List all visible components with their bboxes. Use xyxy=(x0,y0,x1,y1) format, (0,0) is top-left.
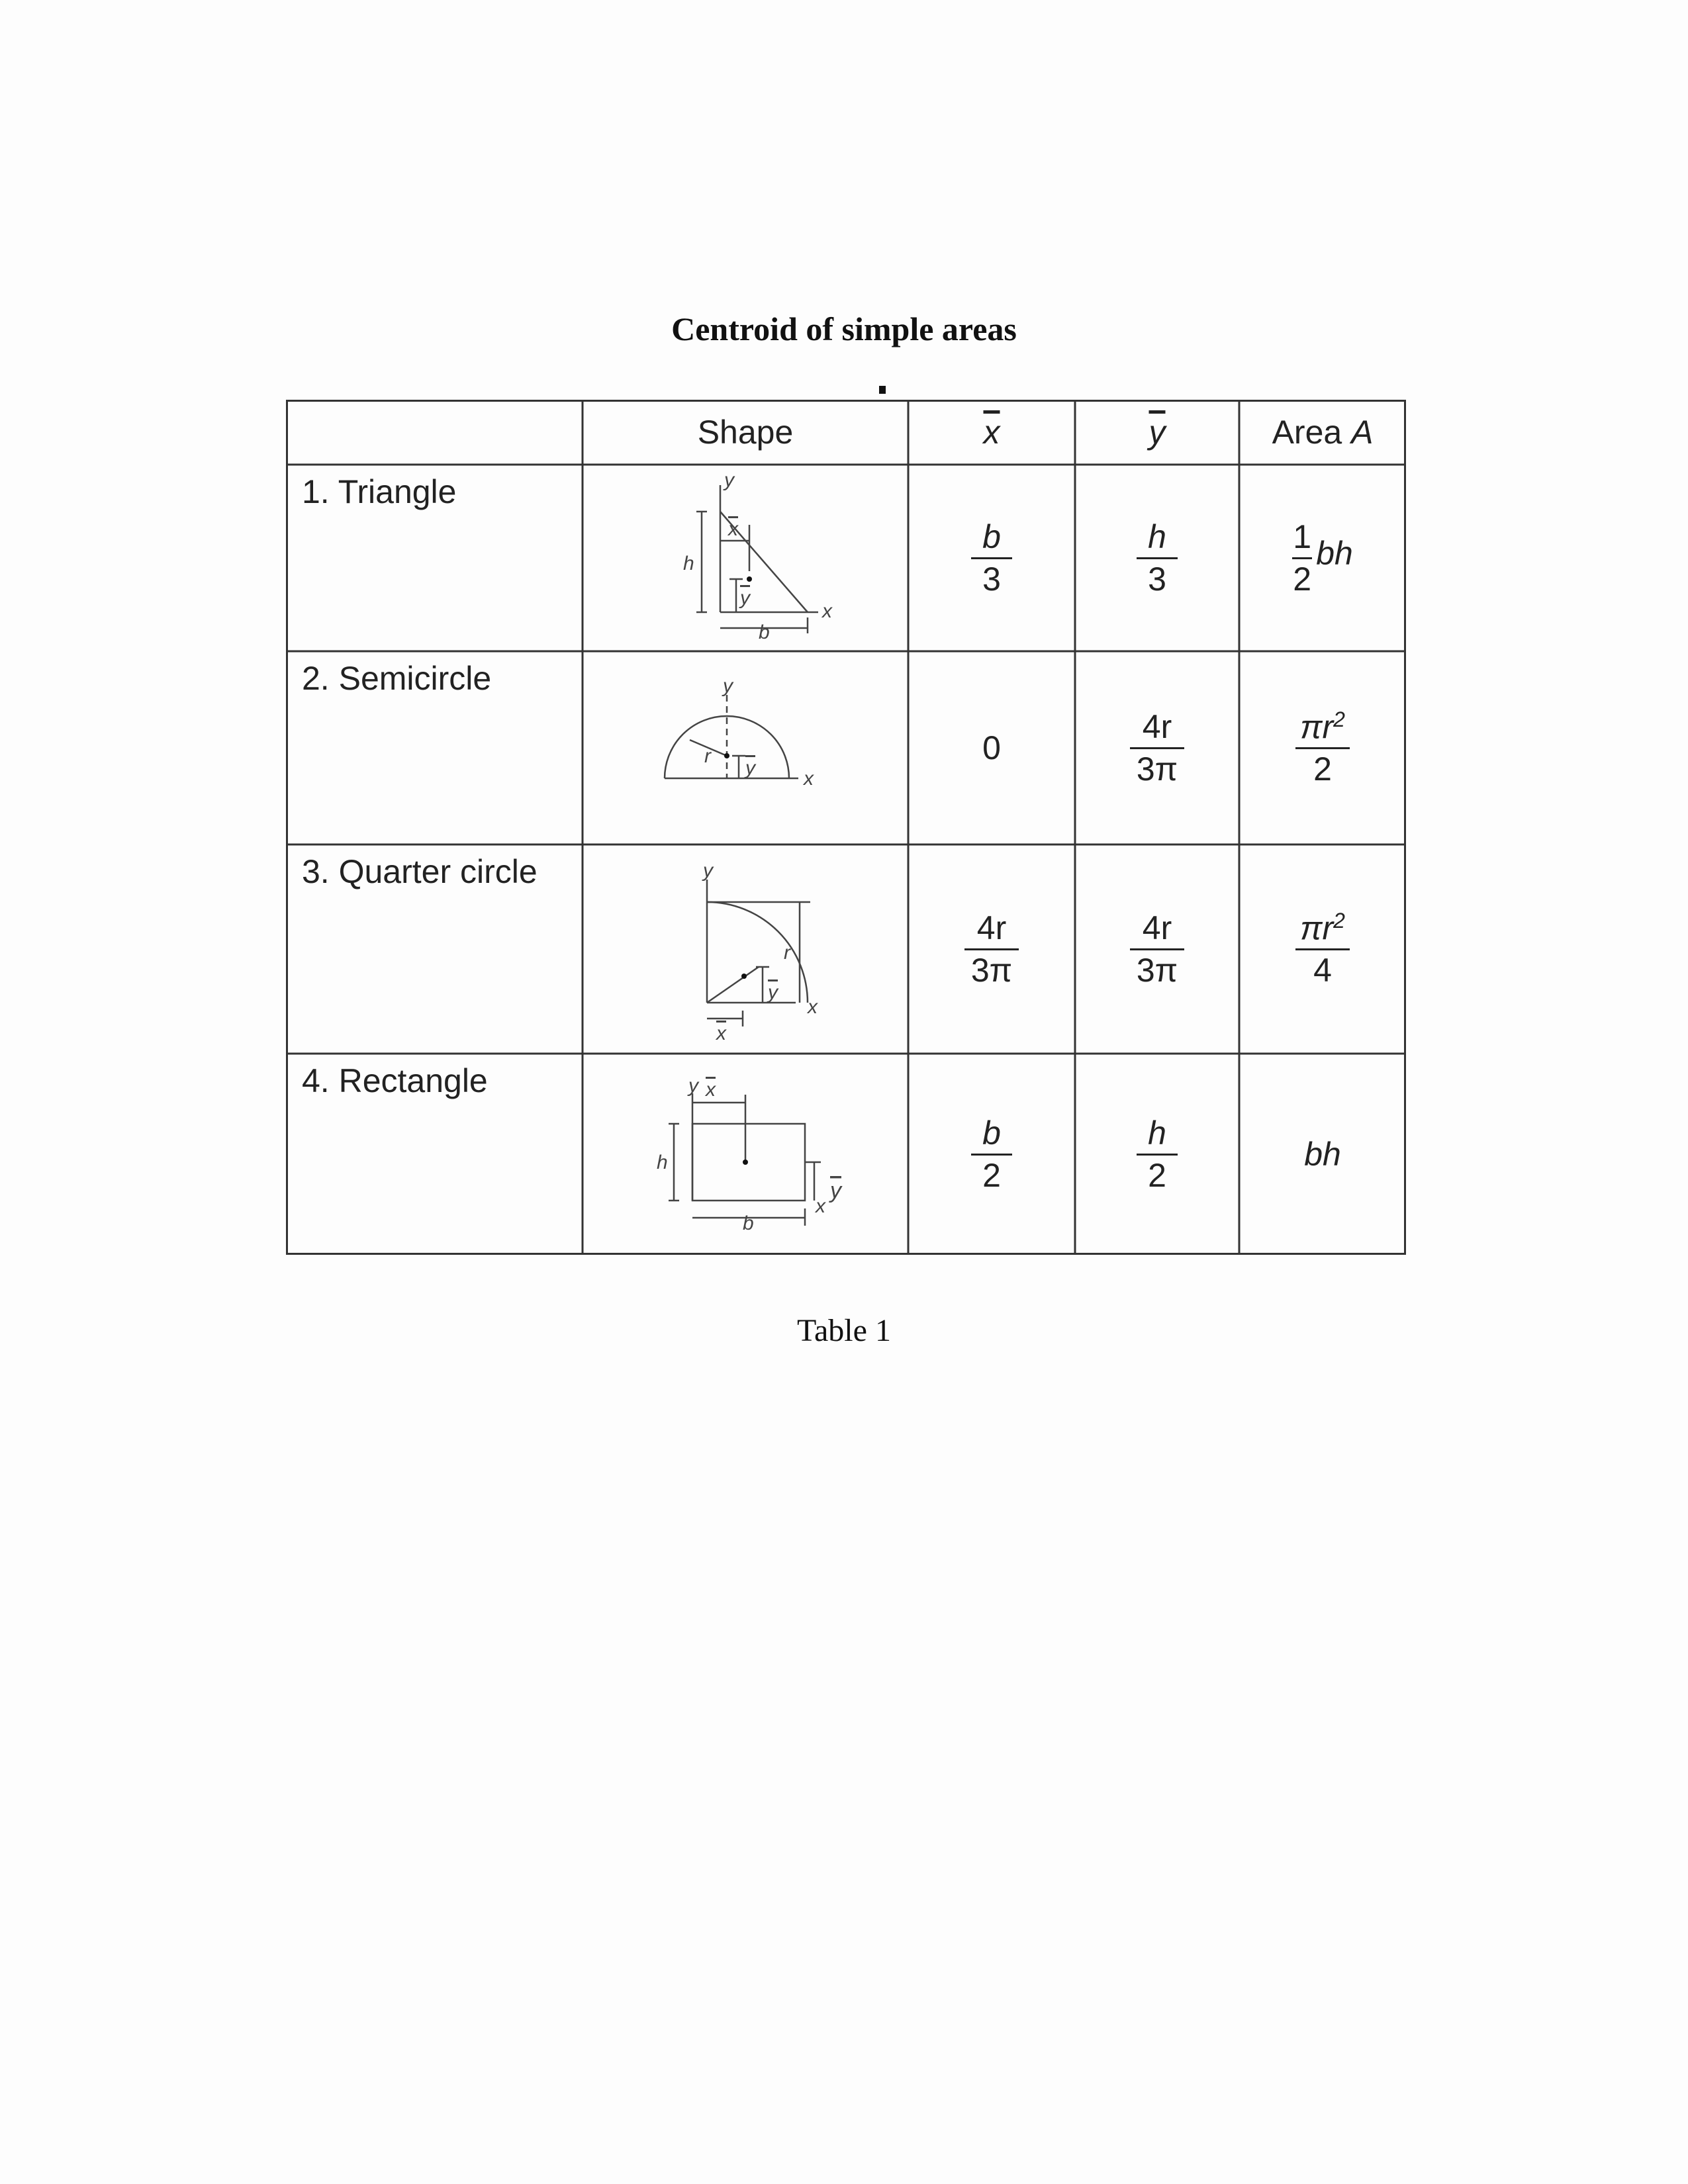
rectangle-diagram xyxy=(583,1054,908,1255)
triangle-ybar-cell xyxy=(1075,465,1239,651)
row-label-triangle: 1. Triangle xyxy=(302,473,457,510)
quarter-circle-area-num: πr xyxy=(1300,909,1334,947)
semicircle-ybar-label: y xyxy=(745,757,755,779)
triangle-xbar-num: b xyxy=(982,518,1001,555)
triangle-h-label: h xyxy=(683,553,694,574)
triangle-y-axis-label: y xyxy=(724,472,734,491)
rectangle-area-value: bh xyxy=(1304,1136,1341,1173)
header-shape: Shape xyxy=(697,414,794,451)
quarter-circle-ybar-label: y xyxy=(768,981,778,1003)
triangle-centroid xyxy=(747,576,752,582)
triangle-ybar-den: 3 xyxy=(1148,560,1166,598)
rectangle-xbar-num: b xyxy=(982,1115,1001,1152)
triangle-area-num: 1 xyxy=(1293,518,1312,555)
semicircle-figure xyxy=(639,675,851,821)
header-area-symbol: A xyxy=(1351,414,1374,451)
semicircle-area-exp: 2 xyxy=(1333,707,1345,732)
quarter-circle-area-den: 4 xyxy=(1313,952,1332,989)
quarter-circle-y-axis-label: y xyxy=(703,860,713,882)
semicircle-area-cell xyxy=(1239,651,1406,844)
semicircle-ybar-num: 4r xyxy=(1142,708,1172,745)
quarter-circle-centroid xyxy=(741,974,747,979)
triangle-figure xyxy=(646,472,845,644)
rectangle-figure xyxy=(639,1068,851,1240)
rectangle-centroid xyxy=(743,1160,748,1165)
semicircle-x-axis-label: x xyxy=(804,768,814,790)
quarter-circle-area-cell xyxy=(1239,844,1406,1054)
rectangle-area-cell xyxy=(1239,1054,1406,1255)
centroid-table xyxy=(286,400,1406,1255)
rectangle-ybar-num: h xyxy=(1148,1115,1166,1152)
semicircle-centroid xyxy=(724,753,729,758)
semicircle-ybar-cell xyxy=(1075,651,1239,844)
rectangle-b-label: b xyxy=(743,1212,754,1234)
triangle-diagram xyxy=(583,465,908,651)
header-area xyxy=(1239,400,1406,465)
triangle-xbar-label: x xyxy=(728,518,738,540)
rectangle-xbar-cell xyxy=(908,1054,1075,1255)
quarter-circle-diagram xyxy=(583,844,908,1054)
quarter-circle-r-label: r xyxy=(784,942,790,964)
table-caption: Table 1 xyxy=(797,1313,891,1348)
header-xbar xyxy=(908,400,1075,465)
semicircle-diagram xyxy=(583,651,908,844)
quarter-circle-ybar-cell xyxy=(1075,844,1239,1054)
rectangle-ybar-cell xyxy=(1075,1054,1239,1255)
page-title: Centroid of simple areas xyxy=(671,310,1017,347)
semicircle-xbar-cell xyxy=(908,651,1075,844)
triangle-xbar-cell xyxy=(908,465,1075,651)
row-label-semicircle: 2. Semicircle xyxy=(302,660,492,697)
header-ybar-symbol: $\overline{y}$ xyxy=(1149,414,1166,451)
quarter-circle-ybar-num: 4r xyxy=(1142,909,1172,946)
stray-mark xyxy=(879,386,886,394)
quarter-circle-xbar-num: 4r xyxy=(976,909,1007,946)
header-area-label: Area xyxy=(1272,414,1352,451)
semicircle-xbar-value: 0 xyxy=(982,729,1001,766)
triangle-area-suffix: bh xyxy=(1316,535,1353,572)
triangle-xbar-den: 3 xyxy=(982,560,1001,598)
semicircle-y-axis-label: y xyxy=(723,675,733,697)
triangle-x-axis-label: x xyxy=(822,600,832,622)
quarter-circle-area-exp: 2 xyxy=(1333,909,1345,933)
quarter-circle-xbar-cell xyxy=(908,844,1075,1054)
quarter-circle-ybar-den: 3π xyxy=(1136,951,1178,989)
rectangle-y-axis-label: y xyxy=(688,1075,698,1097)
semicircle-area-num: πr xyxy=(1300,708,1334,746)
triangle-ybar-num: h xyxy=(1148,518,1166,555)
quarter-circle-xbar-label: x xyxy=(716,1023,726,1044)
row-label-rectangle: 4. Rectangle xyxy=(302,1062,488,1099)
rectangle-x-axis-label: x xyxy=(816,1195,825,1217)
triangle-area-cell xyxy=(1239,465,1406,651)
quarter-circle-xbar-den: 3π xyxy=(970,951,1013,989)
rectangle-xbar-label: x xyxy=(706,1079,716,1101)
rectangle-h-label: h xyxy=(657,1152,668,1173)
header-xbar-symbol: $\overline{x}$ xyxy=(983,414,1000,451)
triangle-area-den: 2 xyxy=(1293,560,1312,598)
semicircle-area-den: 2 xyxy=(1313,751,1332,788)
quarter-circle-x-axis-label: x xyxy=(808,996,818,1018)
quarter-circle-figure xyxy=(646,853,845,1045)
triangle-b-label: b xyxy=(759,621,770,643)
rectangle-ybar-label: y xyxy=(830,1178,841,1203)
rectangle-ybar-den: 2 xyxy=(1148,1156,1166,1194)
header-ybar xyxy=(1075,400,1239,465)
triangle-ybar-label: y xyxy=(740,587,750,609)
semicircle-r-label: r xyxy=(704,745,711,767)
semicircle-ybar-den: 3π xyxy=(1136,750,1178,788)
rectangle-xbar-den: 2 xyxy=(982,1156,1001,1194)
row-label-quarter-circle: 3. Quarter circle xyxy=(302,853,538,890)
